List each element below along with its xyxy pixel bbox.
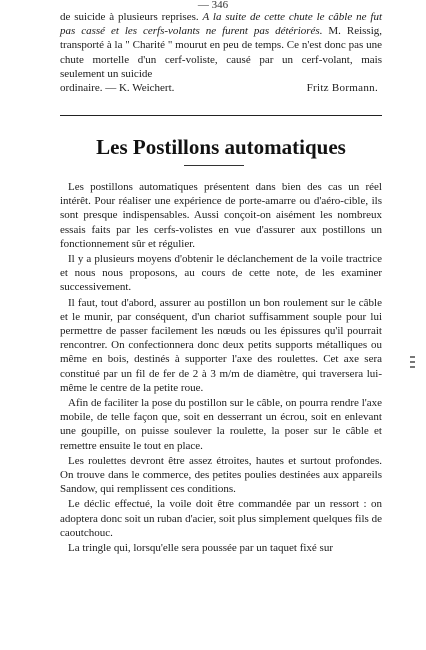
body-paragraph: Les roulettes devront être assez étroites, hautes et surtout profondes. On trouve dans le commerce, des petites poulies destinées aux appareils Sandow, qui remplissent ces conditions. [60,454,382,496]
body-paragraph: La tringle qui, lorsqu'elle sera poussée par un taquet fixé sur [68,542,333,555]
section-divider [60,115,382,116]
body-paragraph: Le déclic effectué, la voile doit être commandée par un ressort : on adoptera donc soit un ruban d'acier, soit plus simplement quelques fils de caoutchouc. [60,498,382,539]
article-body [60,180,382,556]
body-paragraph: Afin de faciliter la pose du postillon sur le câble, on pourra rendre l'axe mobile, de telle façon que, soit en desserrant un écrou, soit en enlevant une goupille, on puisse soulever la roulette, la poser sur le câble et remettre ensuite le tout en place. [60,397,382,452]
title-underline [184,165,244,166]
body-paragraph: Il faut, tout d'abord, assurer au postillon un bon roulement sur le câble et le munir, par conséquent, d'un chariot suffisamment souple pour lui permettre de passer facilement les nœuds ou les épissures qu'il pourrait rencontrer. On confectionnera donc deux petits supports métalliques ou même en bois, destinés à supporter l'axe des roulettes. Cet axe sera constitué par un fil de fer de 2 à 3 m/m de diamètre, qui traversera lui-même le centre de la petite roue. [60,296,382,394]
margin-scan-mark [410,356,416,382]
continuation-text-end: M. Reissig, transporté à la " Charité " mourut en peu de temps. Ce n'est donc pas une chute mortelle d'un cerf-voliste, causé par un cerf-volant, mais seulement un suicide [60,25,382,80]
continuation-text-start: de suicide à plusieurs reprises. [60,11,199,23]
body-paragraph: Il y a plusieurs moyens d'obtenir le déclanchement de la voile tractrice et nous nous proposons, au cours de cette note, de les examiner successivement. [60,253,382,294]
scan-mark-line [410,366,415,368]
continuation-italic-text: A la suite de cette chute le câble ne fut pas cassé et les cerfs-volants ne furent pas détériorés. [60,11,382,38]
body-paragraph: Les postillons automatiques présentent dans bien des cas un réel intérêt. Pour réaliser une expérience de porte-amarre ou d'aéro-cible, ils sont presque indispensables. Aussi conçoit-on aisément les nombreux essais faits par les cerfs-volistes en vue d'assurer aux postillons un fonctionnement sûr et régulier. [60,181,382,250]
scan-mark-line [410,361,415,363]
continuation-last-line: ordinaire. — K. Weichert. [60,82,175,95]
previous-article-ending [60,10,382,95]
author-signature: Fritz Bormann. [306,82,378,95]
scan-mark-line [410,356,415,358]
article-title: Les Postillons automatiques [96,135,346,159]
continuation-paragraph [60,10,382,81]
page-number: — 346 [197,0,229,11]
signature-row [60,81,382,95]
